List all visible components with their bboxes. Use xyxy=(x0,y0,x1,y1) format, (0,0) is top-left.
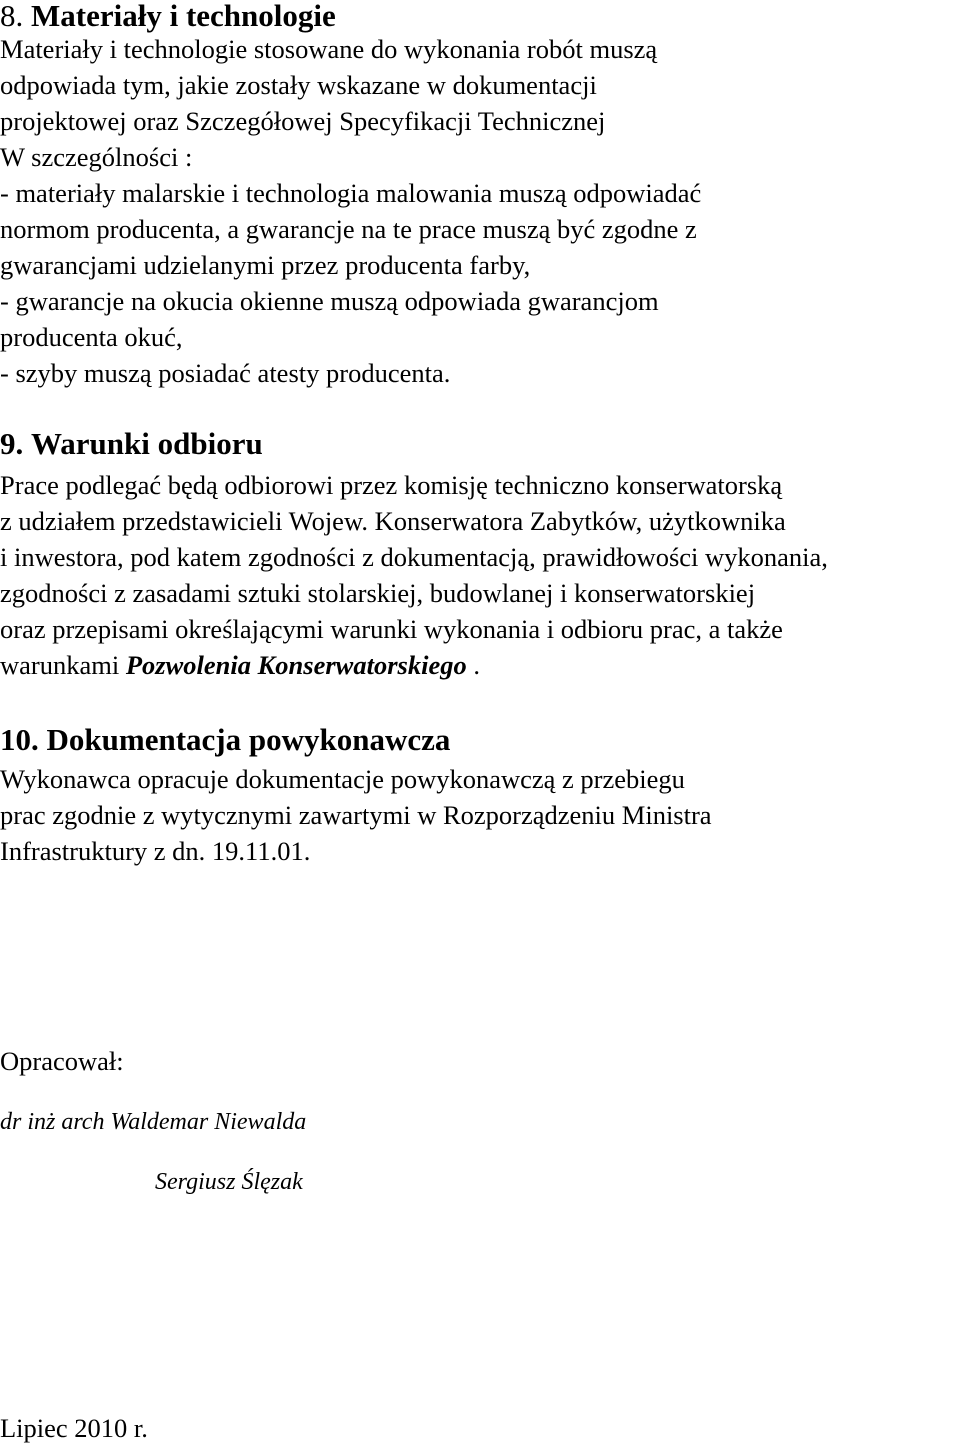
section-9-line: i inwestora, pod katem zgodności z dokumentacją, prawidłowości wykonania, xyxy=(0,542,828,572)
section-9-line: zgodności z zasadami sztuki stolarskiej, budowlanej i konserwatorskiej xyxy=(0,578,756,608)
section-8-number: 8. xyxy=(0,0,24,33)
section-10-number: 10. xyxy=(0,722,39,757)
section-8-line: Materiały i technologie stosowane do wykonania robót muszą xyxy=(0,34,658,64)
prepared-by-label: Opracował: xyxy=(0,1046,124,1076)
section-9-line: oraz przepisami określającymi warunki wykonania i odbioru prac, a także xyxy=(0,614,783,644)
section-10-title: Dokumentacja powykonawcza xyxy=(46,722,451,757)
section-9-heading xyxy=(0,426,263,462)
section-9-line: z udziałem przedstawicieli Wojew. Konserwatora Zabytków, użytkownika xyxy=(0,506,786,536)
section-8-line: projektowej oraz Szczegółowej Specyfikacji Technicznej xyxy=(0,106,606,136)
section-10-heading xyxy=(0,722,450,758)
permit-title-emphasis: Pozwolenia Konserwatorskiego xyxy=(125,650,467,680)
section-8-title: Materiały i technologie xyxy=(31,0,336,33)
section-8-line: producenta okuć, xyxy=(0,322,183,352)
section-10-line: Infrastruktury z dn. 19.11.01. xyxy=(0,836,311,866)
document-date: Lipiec 2010 r. xyxy=(0,1413,148,1443)
section-8-line: - gwarancje na okucia okienne muszą odpowiada gwarancjom xyxy=(0,286,659,316)
section-8-line: odpowiada tym, jakie zostały wskazane w dokumentacji xyxy=(0,70,597,100)
section-9-title: Warunki odbioru xyxy=(31,426,263,461)
section-8-line: - szyby muszą posiadać atesty producenta. xyxy=(0,358,451,388)
section-9-last-line xyxy=(0,649,480,681)
section-9-line: Prace podlegać będą odbiorowi przez komisję techniczno konserwatorską xyxy=(0,470,783,500)
section-8-line: - materiały malarskie i technologia malowania muszą odpowiadać xyxy=(0,178,702,208)
author-name: dr inż arch Waldemar Niewalda xyxy=(0,1109,307,1135)
section-10-line: Wykonawca opracuje dokumentacje powykonawczą z przebiegu xyxy=(0,764,685,794)
section-8-line: W szczególności : xyxy=(0,142,193,172)
section-8-line: gwarancjami udzielanymi przez producenta farby, xyxy=(0,250,531,280)
author-name: Sergiusz Ślęzak xyxy=(155,1169,303,1195)
section-8-heading xyxy=(0,0,336,34)
section-9-last-suffix: . xyxy=(466,650,480,680)
section-9-number: 9. xyxy=(0,426,24,461)
section-9-last-prefix: warunkami xyxy=(0,650,126,680)
section-8-line: normom producenta, a gwarancje na te prace muszą być zgodne z xyxy=(0,214,697,244)
section-10-line: prac zgodnie z wytycznymi zawartymi w Rozporządzeniu Ministra xyxy=(0,800,712,830)
